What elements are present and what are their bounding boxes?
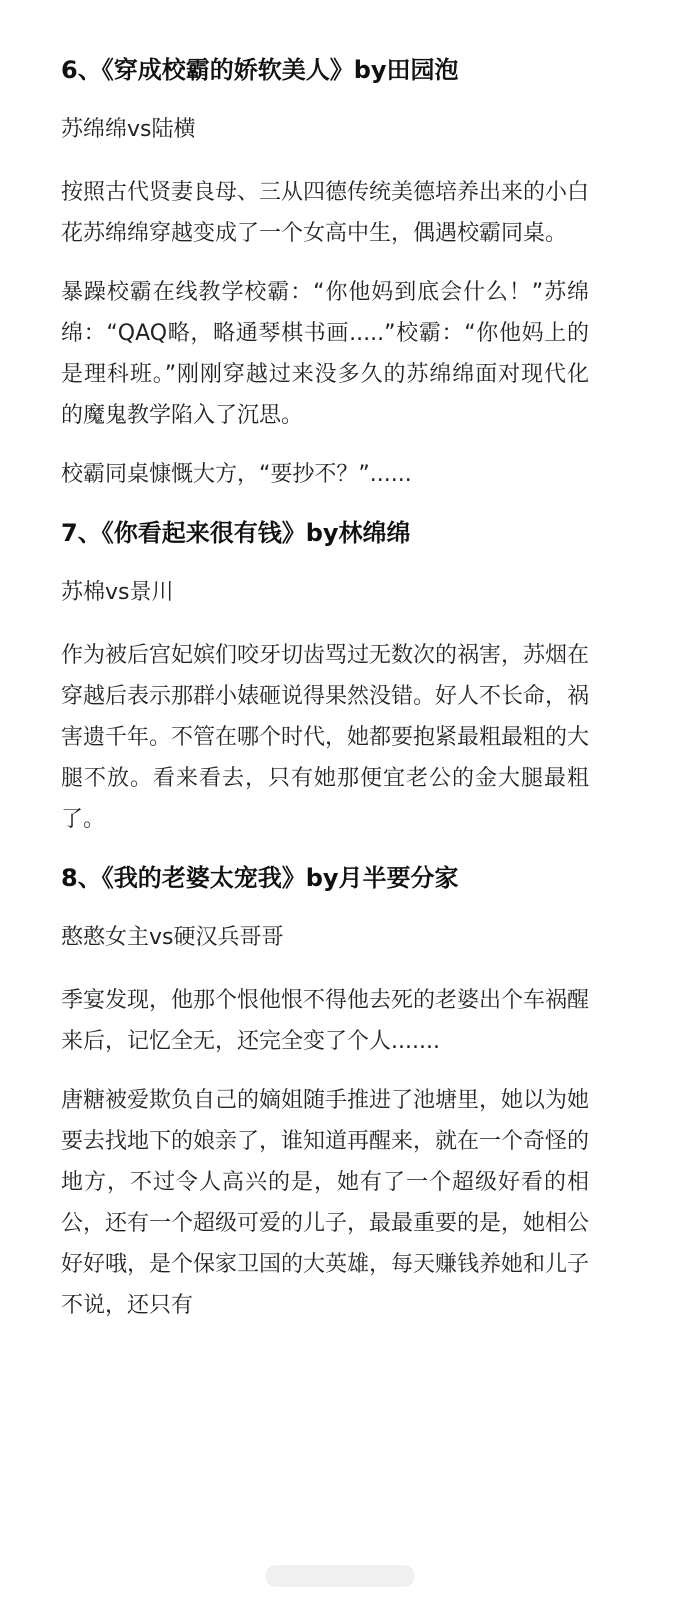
book-entry-6 — [61, 50, 589, 495]
book-summary-paragraph: 暴躁校霸在线教学校霸：“你他妈到底会什么！”苏绵绵：“QAQ略，略通琴棋书画.....”校霸：“你他妈上的是理科班。”刚刚穿越过来没多久的苏绵绵面对现代化的魔鬼教学陷入了沉思。 — [61, 280, 589, 428]
book-entry-8 — [61, 858, 589, 1326]
book-title: 8、《我的老婆太宠我》by月半要分家 — [61, 864, 459, 892]
book-summary-paragraph: 唐糖被爱欺负自己的嫡姐随手推进了池塘里，她以为她要去找地下的娘亲了，谁知道再醒来，就在一个奇怪的地方，不过令人高兴的是，她有了一个超级好看的相公，还有一个超级可爱的儿子，最最重要的是，她相公好好哦，是个保家卫国的大英雄，每天赚钱养她和儿子不说，还只有 — [61, 1088, 590, 1318]
book-title: 6、《穿成校霸的娇软美人》by田园泡 — [61, 56, 459, 84]
book-summary-paragraph: 作为被后宫妃嫔们咬牙切齿骂过无数次的祸害，苏烟在穿越后表示那群小婊砸说得果然没错。好人不长命，祸害遗千年。不管在哪个时代，她都要抱紧最粗最粗的大腿不放。看来看去，只有她那便宜老公的金大腿最粗了。 — [61, 643, 590, 832]
book-pairing: 憨憨女主vs硬汉兵哥哥 — [61, 925, 284, 950]
book-entry-7 — [61, 513, 589, 840]
book-summary-paragraph: 校霸同桌慷慨大方，“要抄不？”...... — [61, 462, 412, 487]
book-title: 7、《你看起来很有钱》by林绵绵 — [61, 519, 411, 547]
book-pairing: 苏棉vs景川 — [61, 580, 174, 605]
book-summary-paragraph: 按照古代贤妻良母、三从四德传统美德培养出来的小白花苏绵绵穿越变成了一个女高中生，偶遇校霸同桌。 — [61, 180, 590, 246]
book-pairing: 苏绵绵vs陆横 — [61, 117, 196, 142]
watermark — [265, 1565, 415, 1587]
article-body — [61, 50, 589, 1344]
book-summary-paragraph: 季宴发现，他那个恨他恨不得他去死的老婆出个车祸醒来后，记忆全无，还完全变了个人....... — [61, 988, 590, 1054]
bottom-fade-overlay — [0, 1511, 680, 1601]
